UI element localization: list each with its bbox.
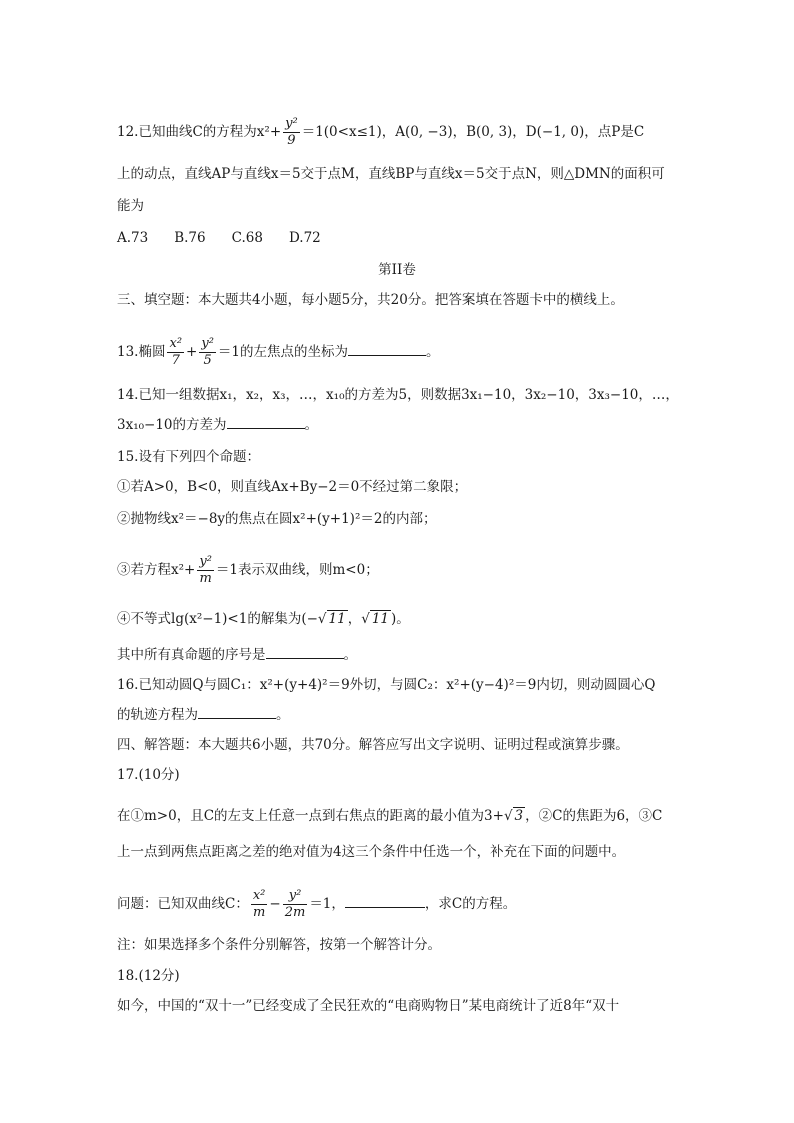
q12-options	[117, 228, 347, 248]
q17-problem: 问题：已知双曲线C： $\frac{\text{x²}}{m}$ − $\frac{\text{y²}}{2m}$ ＝1， ，求C的方程。	[117, 888, 517, 920]
q15-item4: ④不等式lg(x²−1)<1的解集为(−√ 11 ，√ 11 )。	[117, 611, 410, 627]
q14-line2: 3x₁₀−10的方差为 。	[117, 417, 319, 433]
q16-line1: 16.已知动圆Q与圆C₁：x²+(y+4)²＝9外切，与圆C₂：x²+(y−4)²＝9内切，则动圆圆心Q	[117, 677, 656, 693]
q13-fraction-y: $\frac{\text{y²}}{5}$	[201, 336, 214, 368]
q15-conclusion: 其中所有真命题的序号是 。	[117, 647, 357, 663]
q15-answer-blank	[266, 645, 344, 659]
q16-answer-blank	[198, 705, 276, 719]
q17-note: 注：如果选择多个条件分别解答，按第一个解答计分。	[117, 937, 441, 953]
q12-option-a: A.73	[117, 230, 149, 246]
q17-answer-blank	[345, 894, 425, 908]
q17-fraction-y: $\frac{\text{y²}}{2m}$	[284, 888, 306, 920]
q12-option-d: D.72	[288, 230, 321, 246]
q17-line1: 在①m>0，且C的左支上任意一点到右焦点的距离的最小值为3+√ 3 ，②C的焦距为6，③C	[117, 808, 663, 824]
q14-answer-blank	[227, 415, 305, 429]
q13-fraction-x: $\frac{\text{x²}}{7}$	[169, 336, 183, 368]
q12-option-c: C.68	[231, 230, 263, 246]
q15-item1: ①若A>0，B<0，则直线Ax+By−2＝0不经过第二象限；	[117, 479, 468, 495]
q14-line1: 14.已知一组数据x₁，x₂，x₃，…，x₁₀的方差为5，则数据3x₁−10，3x₂−10，3x₃−10，…，	[117, 387, 679, 403]
q13-answer-blank	[348, 342, 426, 356]
q15-item3: ③若方程x²+ $\frac{\text{y²}}{m}$ ＝1表示双曲线，则m<0；	[117, 554, 379, 586]
q12-line1: 12.已知曲线C的方程为x²+ $\frac{\text{y²}}{9}$ ＝1(0<x≤1)，A(0, −3)，B(0, 3)，D(−1, 0)，点P是C	[117, 116, 645, 148]
q16-line2: 的轨迹方程为 。	[117, 707, 290, 723]
q17-fraction-x: $\frac{\text{x²}}{m}$	[252, 888, 266, 920]
sqrt-11-a: √ 11	[317, 611, 346, 627]
part4-heading: 四、解答题：本大题共6小题，共70分。解答应写出文字说明、证明过程或演算步骤。	[117, 737, 629, 753]
part3-heading: 三、填空题：本大题共4小题，每小题5分，共20分。把答案填在答题卡中的横线上。	[117, 292, 624, 308]
q15-intro: 15.设有下列四个命题：	[117, 449, 260, 465]
sqrt-11-b: √ 11	[361, 611, 389, 627]
q12-line2: 上的动点，直线AP与直线x＝5交于点M，直线BP与直线x＝5交于点N，则△DMN的面积可	[117, 166, 665, 182]
sqrt-3: √ 3	[503, 808, 524, 824]
q15-item3-fraction: $\frac{\text{y²}}{m}$	[199, 554, 212, 586]
q12-option-b: B.76	[174, 230, 206, 246]
q12-fraction: $\frac{\text{y²}}{9}$	[285, 116, 298, 148]
q18-line1: 如今，中国的“双十一”已经变成了全民狂欢的“电商购物日”某电商统计了近8年“双十	[117, 998, 620, 1014]
q13: 13.椭圆 $\frac{\text{x²}}{7}$ + $\frac{\text{y²}}{5}$ ＝1的左焦点的坐标为 。	[117, 336, 440, 368]
section2-title: 第II卷	[378, 262, 416, 278]
q17-score: 17.(10分)	[117, 767, 180, 783]
q12-line3: 能为	[117, 198, 144, 214]
q17-line2: 上一点到两焦点距离之差的绝对值为4这三个条件中任选一个，补充在下面的问题中。	[117, 844, 626, 860]
q15-item2: ②抛物线x²＝−8y的焦点在圆x²+(y+1)²＝2的内部；	[117, 511, 437, 527]
q18-score: 18.(12分)	[117, 968, 180, 984]
